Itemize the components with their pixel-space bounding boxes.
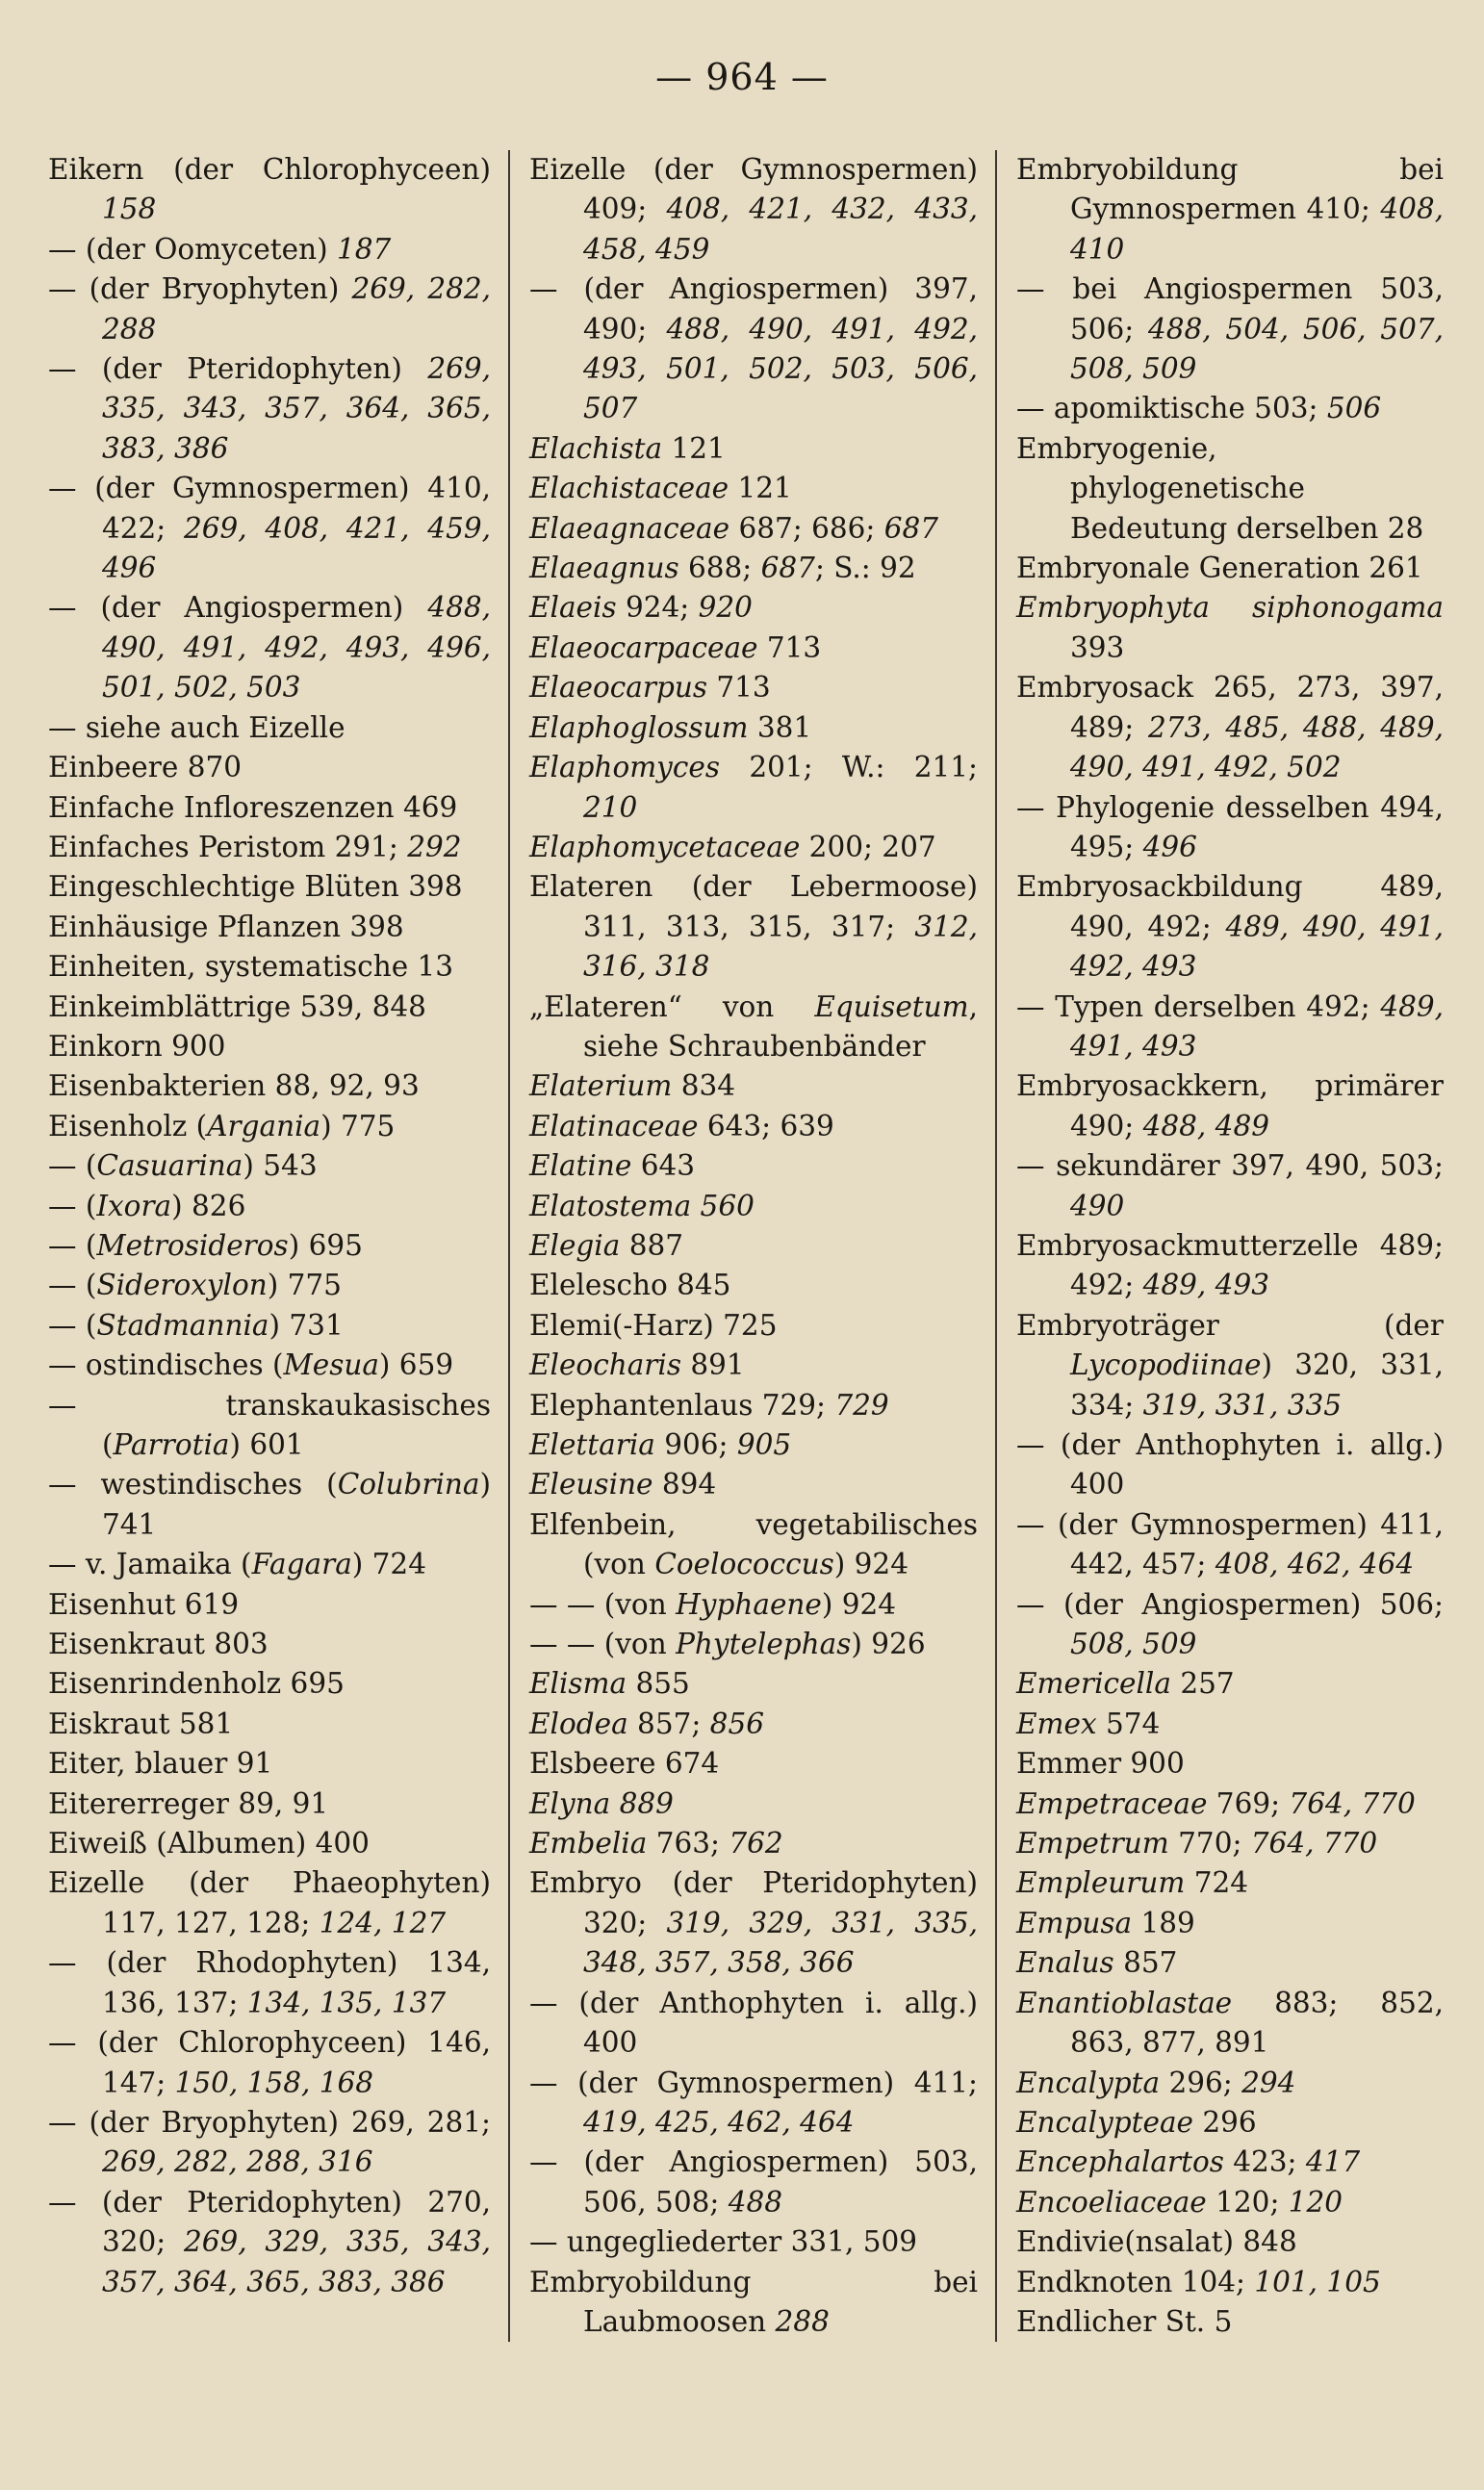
index-entry: Encalypta 296; 294 <box>1016 2066 1296 2099</box>
index-entry: Eitererreger 89, 91 <box>48 1786 329 1820</box>
index-entry: Elodea 857; 856 <box>529 1707 764 1740</box>
index-entry: — (der Pteridophyten) 269, 335, 343, 357, 364, 365, 383, 386 <box>48 352 491 465</box>
index-entry: — (Metrosideros) 695 <box>48 1228 363 1262</box>
index-entry: — transkaukasisches (Parrotia) 601 <box>48 1388 491 1461</box>
index-entry: Elsbeere 674 <box>529 1747 720 1781</box>
index-entry: Embryogenie, phylogenetische Bedeutung derselben 28 <box>1016 431 1424 545</box>
index-entry: Elaeagnus 688; 687; S.: 92 <box>529 552 916 585</box>
index-entry: — (der Gymnospermen) 410, 422; 269, 408, 421, 459, 496 <box>48 472 491 585</box>
index-entry: Eleusine 894 <box>529 1468 717 1502</box>
index-entry: — Phylogenie desselben 494, 495; 496 <box>1016 790 1444 863</box>
index-entry: — (der Angiospermen) 506; 508, 509 <box>1016 1587 1444 1661</box>
index-entry: Elaphomycetaceae 200; 207 <box>529 830 936 863</box>
index-entry: — (der Gymnospermen) 411; 419, 425, 462, 464 <box>529 2066 978 2139</box>
index-entry: — (der Pteridophyten) 270, 320; 269, 329, 335, 343, 357, 364, 365, 383, 386 <box>48 2185 491 2298</box>
index-entry: — ostindisches (Mesua) 659 <box>48 1348 454 1382</box>
index-entry: Eleocharis 891 <box>529 1348 745 1382</box>
index-entry: Elatine 643 <box>529 1149 695 1183</box>
index-entry: Einheiten, systematische 13 <box>48 950 454 984</box>
index-entry: Einkorn 900 <box>48 1029 226 1063</box>
index-entry: Elateren (der Lebermoose) 311, 313, 315, 317; 312, 316, 318 <box>529 870 978 984</box>
index-entry: Elachistaceae 121 <box>529 472 792 505</box>
index-entry: Embryoträger (der Lycopodiinae) 320, 331, 334; 319, 331, 335 <box>1016 1308 1444 1422</box>
index-entry: Encalypteae 296 <box>1016 2105 1257 2139</box>
index-entry: Empetraceae 769; 764, 770 <box>1016 1786 1416 1820</box>
index-entry: Encephalartos 423; 417 <box>1016 2145 1361 2179</box>
index-entry: Embryosackkern, primärer 490; 488, 489 <box>1016 1069 1444 1142</box>
index-entry: Elegia 887 <box>529 1228 684 1262</box>
index-entry: Elachista 121 <box>529 431 726 465</box>
index-entry: — (der Angiospermen) 488, 490, 491, 492, 493, 496, 501, 502, 503 <box>48 591 491 705</box>
index-entry: — — (von Phytelephas) 926 <box>529 1628 926 1661</box>
index-entry: Embelia 763; 762 <box>529 1827 783 1861</box>
index-entry: Einfaches Peristom 291; 292 <box>48 830 462 863</box>
index-entry: Empleurum 724 <box>1016 1866 1249 1900</box>
index-entry: Elelescho 845 <box>529 1269 731 1302</box>
index-entry: — westindisches (Colubrina) 741 <box>48 1468 491 1541</box>
index-entry: Einfache Infloreszenzen 469 <box>48 790 458 824</box>
index-entry: Eingeschlechtige Blüten 398 <box>48 870 463 904</box>
index-entry: Eiter, blauer 91 <box>48 1747 273 1781</box>
index-columns <box>48 150 1444 2342</box>
index-entry: Elemi(-Harz) 725 <box>529 1308 778 1342</box>
index-entry: — apomiktische 503; 506 <box>1016 392 1382 425</box>
index-entry: — (der Angiospermen) 397, 490; 488, 490, 491, 492, 493, 501, 502, 503, 506, 507 <box>529 272 978 425</box>
index-entry: — (der Gymnospermen) 411, 442, 457; 408, 462, 464 <box>1016 1507 1444 1581</box>
index-column-3 <box>995 150 1444 2342</box>
index-entry: Embryophyta siphonogama 393 <box>1016 591 1444 664</box>
index-entry: „Elateren“ von Equisetum, siehe Schraubenbänder <box>529 989 978 1063</box>
index-entry: — (der Anthophyten i. allg.) 400 <box>1016 1428 1444 1502</box>
index-entry: Enalus 857 <box>1016 1946 1178 1980</box>
index-entry: Enantioblastae 883; 852, 863, 877, 891 <box>1016 1986 1444 2060</box>
index-entry: Embryonale Generation 261 <box>1016 552 1423 585</box>
page-number: — 964 — <box>655 56 829 98</box>
index-entry: Elaphomyces 201; W.: 211; 210 <box>529 751 978 824</box>
index-entry: Embryobildung bei Laubmoosen 288 <box>529 2265 978 2338</box>
index-entry: Embryo (der Pteridophyten) 320; 319, 329, 331, 335, 348, 357, 358, 366 <box>529 1866 978 1980</box>
index-entry: Eisenkraut 803 <box>48 1628 269 1661</box>
index-entry: — (Sideroxylon) 775 <box>48 1269 342 1302</box>
index-entry: — bei Angiospermen 503, 506; 488, 504, 506, 507, 508, 509 <box>1016 272 1444 386</box>
index-entry: Einhäusige Pflanzen 398 <box>48 910 404 943</box>
index-entry: Elettaria 906; 905 <box>529 1428 792 1461</box>
index-entry: Elaterium 834 <box>529 1069 736 1103</box>
index-entry: Emericella 257 <box>1016 1667 1235 1701</box>
index-entry: — v. Jamaika (Fagara) 724 <box>48 1548 426 1581</box>
index-column-1 <box>48 150 508 2342</box>
index-entry: Elfenbein, vegetabilisches (von Coelococcus) 924 <box>529 1507 978 1581</box>
index-entry: Eikern (der Chlorophyceen) 158 <box>48 153 491 226</box>
index-entry: Eiweiß (Albumen) 400 <box>48 1827 370 1861</box>
index-entry: — ungegliederter 331, 509 <box>529 2225 918 2259</box>
index-entry: Elyna 889 <box>529 1786 674 1820</box>
index-entry: Endivie(nsalat) 848 <box>1016 2225 1297 2259</box>
index-entry: — (der Oomyceten) 187 <box>48 232 392 266</box>
index-entry: Elisma 855 <box>529 1667 690 1701</box>
index-entry: Eisenholz (Argania) 775 <box>48 1109 396 1142</box>
index-entry: Embryosackmutterzelle 489; 492; 489, 493 <box>1016 1228 1444 1302</box>
index-entry: Elaeis 924; 920 <box>529 591 753 625</box>
index-entry: Eisenrindenholz 695 <box>48 1667 345 1701</box>
index-entry: Eisenhut 619 <box>48 1587 240 1621</box>
index-entry: Eizelle (der Phaeophyten) 117, 127, 128; 124, 127 <box>48 1866 491 1939</box>
index-entry: Embryosack 265, 273, 397, 489; 273, 485, 488, 489, 490, 491, 492, 502 <box>1016 671 1444 784</box>
index-entry: Empusa 189 <box>1016 1906 1195 1939</box>
index-entry: Elaeocarpus 713 <box>529 671 771 705</box>
index-entry: Elaeagnaceae 687; 686; 687 <box>529 511 939 545</box>
index-entry: — (der Rhodophyten) 134, 136, 137; 134, 135, 137 <box>48 1946 491 2019</box>
index-entry: Eiskraut 581 <box>48 1707 234 1740</box>
index-entry: Encoeliaceae 120; 120 <box>1016 2185 1343 2219</box>
index-entry: Elatinaceae 643; 639 <box>529 1109 834 1142</box>
index-entry: — (Casuarina) 543 <box>48 1149 318 1183</box>
index-entry: — (der Chlorophyceen) 146, 147; 150, 158, 168 <box>48 2026 491 2099</box>
index-entry: — (der Bryophyten) 269, 282, 288 <box>48 272 491 346</box>
index-entry: Embryosackbildung 489, 490, 492; 489, 490, 491, 492, 493 <box>1016 870 1444 984</box>
index-entry: Embryobildung bei Gymnospermen 410; 408, 410 <box>1016 153 1444 266</box>
index-entry: — (der Anthophyten i. allg.) 400 <box>529 1986 978 2060</box>
index-entry: Eizelle (der Gymnospermen) 409; 408, 421, 432, 433, 458, 459 <box>529 153 978 266</box>
index-entry: — siehe auch Eizelle <box>48 710 345 744</box>
index-entry: — — (von Hyphaene) 924 <box>529 1587 897 1621</box>
index-entry: Emmer 900 <box>1016 1747 1185 1781</box>
index-entry: Einbeere 870 <box>48 751 243 784</box>
index-entry: — (der Angiospermen) 503, 506, 508; 488 <box>529 2145 978 2219</box>
index-entry: — (der Bryophyten) 269, 281; 269, 282, 288, 316 <box>48 2105 491 2179</box>
index-column-2 <box>508 150 995 2342</box>
index-entry: Endknoten 104; 101, 105 <box>1016 2265 1381 2298</box>
index-entry: Elaeocarpaceae 713 <box>529 630 822 664</box>
index-entry: — (Ixora) 826 <box>48 1189 246 1222</box>
index-entry: — Typen derselben 492; 489, 491, 493 <box>1016 989 1444 1063</box>
index-entry: — sekundärer 397, 490, 503; 490 <box>1016 1149 1444 1222</box>
index-entry: — (Stadmannia) 731 <box>48 1308 344 1342</box>
index-entry: Eisenbakterien 88, 92, 93 <box>48 1069 420 1103</box>
index-entry: Emex 574 <box>1016 1707 1161 1740</box>
index-entry: Elaphoglossum 381 <box>529 710 812 744</box>
index-entry: Endlicher St. 5 <box>1016 2304 1233 2338</box>
index-entry: Empetrum 770; 764, 770 <box>1016 1827 1378 1861</box>
index-entry: Elatostema 560 <box>529 1189 755 1222</box>
index-entry: Elephantenlaus 729; 729 <box>529 1388 889 1422</box>
index-entry: Einkeimblättrige 539, 848 <box>48 989 426 1023</box>
